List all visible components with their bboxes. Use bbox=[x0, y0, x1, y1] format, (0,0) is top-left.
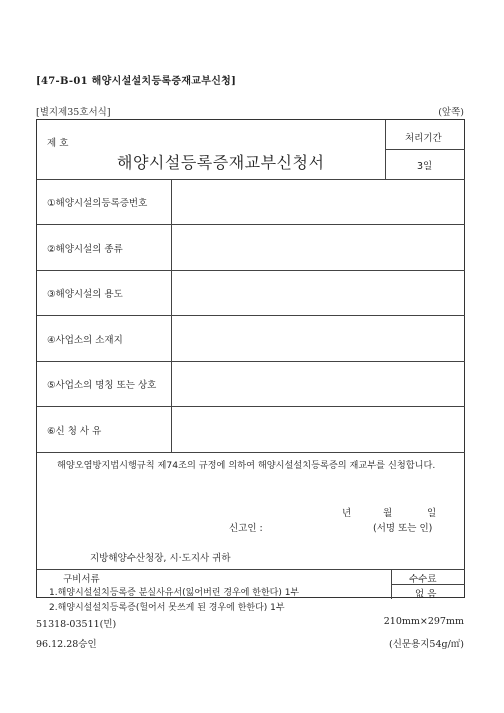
date-day-label: 일 bbox=[427, 508, 437, 519]
field-facility-type-label: ②해양시설의 종류 bbox=[47, 244, 123, 255]
declaration-text: 해양오염방지법시행규칙 제74조의 규정에 의하여 해양시설설치등록증의 재교부를 신청합니다. bbox=[57, 460, 436, 471]
attachment-item-2: 2.해양시설설치등록증(헐어서 못쓰게 된 경우에 한한다) 1부 bbox=[49, 603, 285, 613]
field-office-name-label: ⑤사업소의 명칭 또는 상호 bbox=[47, 380, 157, 391]
field-registration-number-input[interactable] bbox=[172, 180, 465, 224]
paper-type: (신문용지54g/㎡) bbox=[389, 639, 464, 650]
field-office-address-input[interactable] bbox=[172, 316, 465, 361]
field-facility-type-input[interactable] bbox=[172, 225, 465, 270]
application-form bbox=[36, 119, 465, 613]
attachment-item-1: 1.해양시설설치등록증 분실사유서(잃어버린 경우에 한한다) 1부 bbox=[49, 588, 300, 598]
processing-period-value: 3일 bbox=[417, 161, 433, 172]
field-facility-use-label: ③해양시설의 용도 bbox=[47, 289, 123, 300]
field-registration-number-label: ①해양시설의등록증번호 bbox=[47, 198, 148, 209]
attachments-header: 구비서류 bbox=[63, 574, 100, 585]
form-title: 해양시설등록증재교부신청서 bbox=[117, 153, 325, 172]
document-code: [47-B-01 해양시설설치등록증재교부신청] bbox=[36, 76, 237, 87]
fee-value: 없 음 bbox=[415, 589, 437, 600]
field-office-address-label: ④사업소의 소재지 bbox=[47, 335, 123, 346]
field-reason-input[interactable] bbox=[172, 407, 465, 452]
signature-label: (서명 또는 인) bbox=[373, 523, 433, 534]
date-year-label: 년 bbox=[342, 508, 352, 519]
paper-size: 210mm×297mm bbox=[383, 616, 464, 627]
field-office-name-input[interactable] bbox=[172, 362, 465, 406]
date-month-label: 월 bbox=[383, 508, 393, 519]
field-facility-use-input[interactable] bbox=[172, 271, 465, 315]
approval-date: 96.12.28승인 bbox=[36, 639, 97, 650]
page-side: (앞쪽) bbox=[438, 107, 464, 118]
form-code: 51318-03511(민) bbox=[36, 619, 117, 630]
serial-number-label: 제 호 bbox=[47, 138, 69, 149]
fee-label: 수수료 bbox=[409, 574, 437, 585]
field-reason-label: ⑥신 청 사 유 bbox=[47, 426, 102, 437]
applicant-label: 신고인 : bbox=[229, 523, 263, 534]
recipient-line: 지방해양수산청장, 시·도지사 귀하 bbox=[90, 553, 231, 564]
form-number: [별지제35호서식] bbox=[36, 107, 111, 118]
processing-period-label: 처리기간 bbox=[405, 133, 442, 144]
